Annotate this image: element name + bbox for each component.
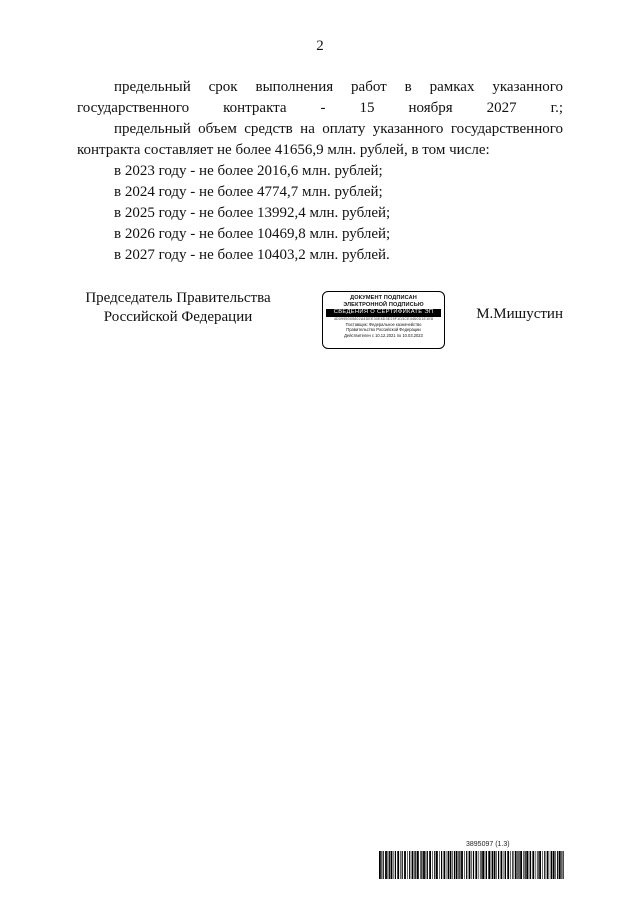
stamp-validity: Действителен с 10.12.2021 по 10.03.2023	[344, 332, 423, 338]
signer-title	[68, 289, 288, 327]
document-code: 3895097 (1.3)	[466, 841, 510, 848]
paragraph-deadline: предельный срок выполнения работ в рамках указанного государственного контракта - 15 ноября 2027 г.;	[77, 79, 563, 116]
year-line-2027: в 2027 году - не более 10403,2 млн. рублей.	[114, 247, 390, 263]
stamp-issuer-line1: Поставщик: Федеральное казначейство	[345, 321, 422, 327]
year-line-2023: в 2023 году - не более 2016,6 млн. рублей;	[114, 163, 383, 179]
page-number: 2	[316, 38, 324, 54]
signer-title-line2: Российской Федерации	[103, 309, 253, 325]
year-line-2025: в 2025 году - не более 13992,4 млн. рублей;	[114, 205, 391, 221]
barcode-icon	[379, 851, 564, 879]
paragraph-volume: предельный объем средств на оплату указанного государственного контракта составляет не более 41656,9 млн. рублей, в том числе:	[77, 121, 563, 158]
stamp-issuer-line2: Правительство Российской Федерации	[346, 327, 421, 333]
stamp-serial: 4D0995005802A4DEE30E8D3E29F1D3CE4460D1E1E8	[333, 316, 434, 321]
stamp-certificate-bar: СВЕДЕНИЯ О СЕРТИФИКАТЕ ЭП	[326, 309, 441, 317]
document-body	[77, 77, 563, 266]
stamp-header-line2: ЭЛЕКТРОННОЙ ПОДПИСЬЮ	[343, 301, 424, 308]
year-line-2026: в 2026 году - не более 10469,8 млн. рублей;	[114, 226, 391, 242]
signer-title-line1: Председатель Правительства	[85, 290, 271, 306]
signer-name: М.Мишустин	[476, 306, 563, 322]
year-line-2024: в 2024 году - не более 4774,7 млн. рублей;	[114, 184, 383, 200]
electronic-signature-stamp	[322, 291, 445, 349]
stamp-header-line1: ДОКУМЕНТ ПОДПИСАН	[350, 295, 417, 301]
stamp-header	[323, 295, 444, 308]
